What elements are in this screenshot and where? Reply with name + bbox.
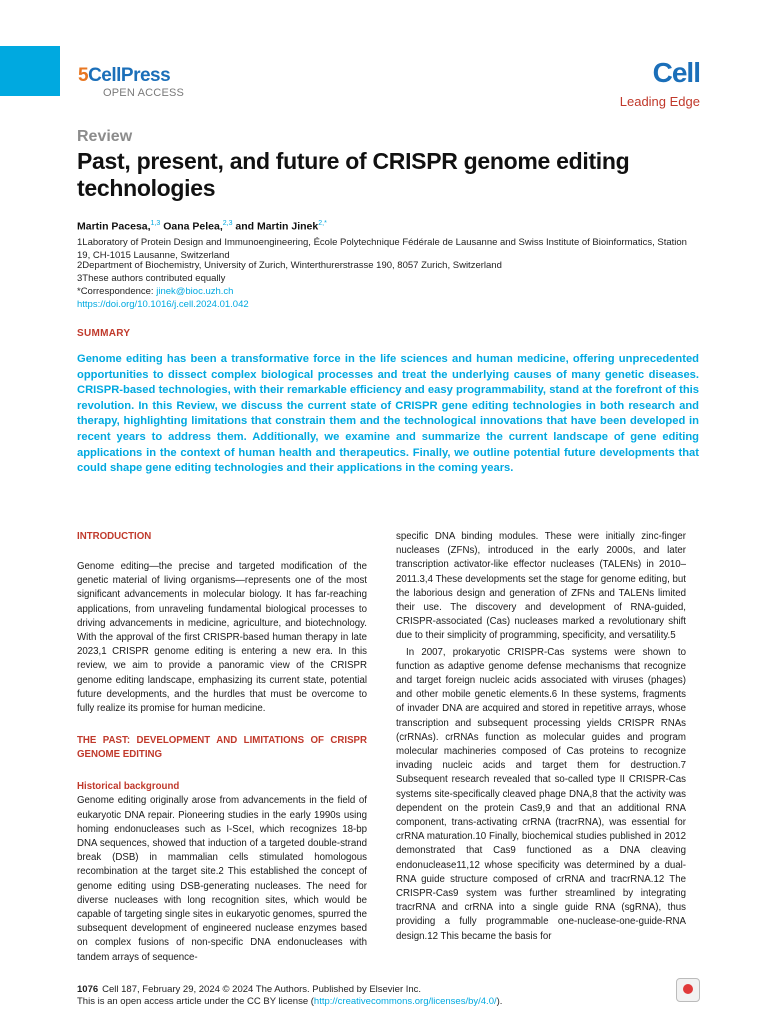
affiliation: 3These authors contributed equally [77, 273, 226, 284]
page-number: 1076 [77, 984, 99, 995]
page-footer [77, 984, 677, 1008]
affiliation: 1Laboratory of Protein Design and Immunoengineering, École Polytechnique Fédérale de Lausanne and Swiss Institute of Bioinformatics, Station 19, CH-1015 Lausanne, Switzerland [77, 237, 687, 261]
affiliation: 2Department of Biochemistry, University of Zurich, Winterthurerstrasse 190, 8057 Zurich, Switzerland [77, 260, 502, 271]
author-affiliation-mark: 1,3 [150, 220, 161, 227]
author-affiliation-mark: 2,3 [222, 220, 233, 227]
author-affiliation-mark: 2,* [318, 220, 327, 227]
cellpress-logo: 5CellPress [78, 65, 171, 86]
paragraph: Genome editing—the precise and targeted modification of the genetic material of living organisms—represents one of the most significant advancements in molecular biology. It has far-reaching applications, from unraveling fundamental biological processes to driving advancements in medicine, agriculture, and biotechnology. With the approval of the first CRISPR-based human therapy in late 2023,1 CRISPR genome editing is entering a new era. In this review, we aim to provide a panoramic view of the CRISPR genome editing landscape, emphasizing its current state, potential future developments, and the hurdles that must be overcome to fully realize its promise for human medicine. [77, 561, 367, 715]
email-link[interactable]: jinek@bioc.uzh.ch [156, 286, 234, 297]
author-name: and Martin Jinek [232, 220, 319, 233]
license-line: This is an open access article under the CC BY license (http://creativecommons.org/licenses/by/4.0/). [77, 996, 503, 1007]
article-title: Past, present, and future of CRISPR genome editing technologies [77, 148, 630, 201]
correspondence: *Correspondence: jinek@bioc.uzh.ch [77, 286, 234, 297]
body-column-left [77, 530, 367, 965]
body-column-right [396, 530, 686, 944]
license-link[interactable]: http://creativecommons.org/licenses/by/4.0/ [313, 996, 497, 1007]
author-name: Martin Pacesa, [77, 220, 151, 233]
article-type: Review [77, 128, 133, 145]
paragraph: specific DNA binding modules. These were initially zinc-finger nucleases (ZFNs), introduced in the early 2000s, and later transcription activator-like effector nucleases (TALENs) in 2010–2011.3,4 These developments set the stage for genome editing, but the laborious design and generation of ZFNs and TALENs limited their use. The discovery and development of RNA-guided, CRISPR-associated (Cas) nucleases marked a revolutionary shift due to their simplicity of programming, specificity, and versatility.5 [396, 531, 686, 642]
author-list [77, 220, 327, 233]
journal-logo: Cell [652, 57, 700, 88]
summary-text: Genome editing has been a transformative force in the life sciences and human medicine, offering unprecedented opportunities to dissect complex biological processes and treat the underlying causes of many genetic diseases. CRISPR-based technologies, with their remarkable efficiency and easy programmability, stand at the forefront of this revolution. In this Review, we discuss the current state of CRISPR gene editing technologies in both research and therapy, highlighting limitations that constrain them and the technological innovations that have been developed in recent years to address them. Additionally, we examine and summarize the current landscape of gene editing applications in the context of human health and therapeutics. Finally, we outline potential future developments that could shape gene editing technologies and their applications in the coming years. [77, 353, 699, 475]
journal-section: Leading Edge [619, 94, 700, 109]
citation-line: 1076 Cell 187, February 29, 2024 © 2024 The Authors. Published by Elsevier Inc. [77, 984, 422, 995]
section-heading: THE PAST: DEVELOPMENT AND LIMITATIONS OF CRISPR GENOME EDITING [77, 735, 367, 761]
section-heading: INTRODUCTION [77, 531, 152, 542]
check-for-updates-icon[interactable] [676, 978, 700, 1002]
paragraph: In 2007, prokaryotic CRISPR-Cas systems were shown to function as adaptive genome defense mechanisms that recognize and target foreign nucleic acids associated with viruses (phages) and other mobile genetic elements.6 In these systems, fragments of invader DNA are acquired and stored in repetitive arrays, whose transcription and subsequent processing yields CRISPR RNAs (crRNAs). crRNAs function as molecular guides and program molecular machineries composed of Cas proteins to recognize invading nucleic acids and target them for destruction.7 Subsequent research revealed that so-called type II CRISPR-Cas systems site-specifically cleaved phage DNA,8 that the activity was dependent on the protein Cas9,9 and that an additional RNA component, trans-activating crRNA (tracrRNA), was essential for crRNA maturation.10 Finally, biochemical studies published in 2012 demonstrated that Cas9 functioned as a DNA cleaving endonuclease11,12 whose specificity was determined by a dual-RNA guide structure composed of crRNA and tracrRNA.12 The CRISPR-Cas9 system was further streamlined by integrating tracrRNA and crRNA into a single guide RNA (sgRNA), thus providing a fully programmable one-nuclease-one-guide-RNA design.12 This became the basis for [396, 646, 686, 942]
subsection-heading: Historical background [77, 781, 180, 793]
author-name: Oana Pelea, [160, 220, 223, 233]
paragraph: Genome editing originally arose from advancements in the field of eukaryotic DNA repair. Pioneering studies in the early 1990s using homing endonucleases such as I-SceI, which recognizes 18-bp DNA sequences, showed that induction of a targeted double-strand break (DSB) in mammalian cells stimulated homologous recombination at the target site.2 This established the concept of genome editing using DSB-generating nucleases. The need for diverse nucleases with long recognition sites, which would be capable of targeting single sites in eukaryotic genomes, spurred the subsequent development of engineered nuclease enzymes based on complex fusions of non-specific DNA endonucleases with tandem arrays of sequence- [77, 795, 367, 963]
color-tab [0, 46, 60, 96]
doi-link[interactable]: https://doi.org/10.1016/j.cell.2024.01.042 [77, 299, 249, 310]
open-access-label: OPEN ACCESS [103, 87, 185, 99]
summary-heading: SUMMARY [77, 328, 131, 339]
